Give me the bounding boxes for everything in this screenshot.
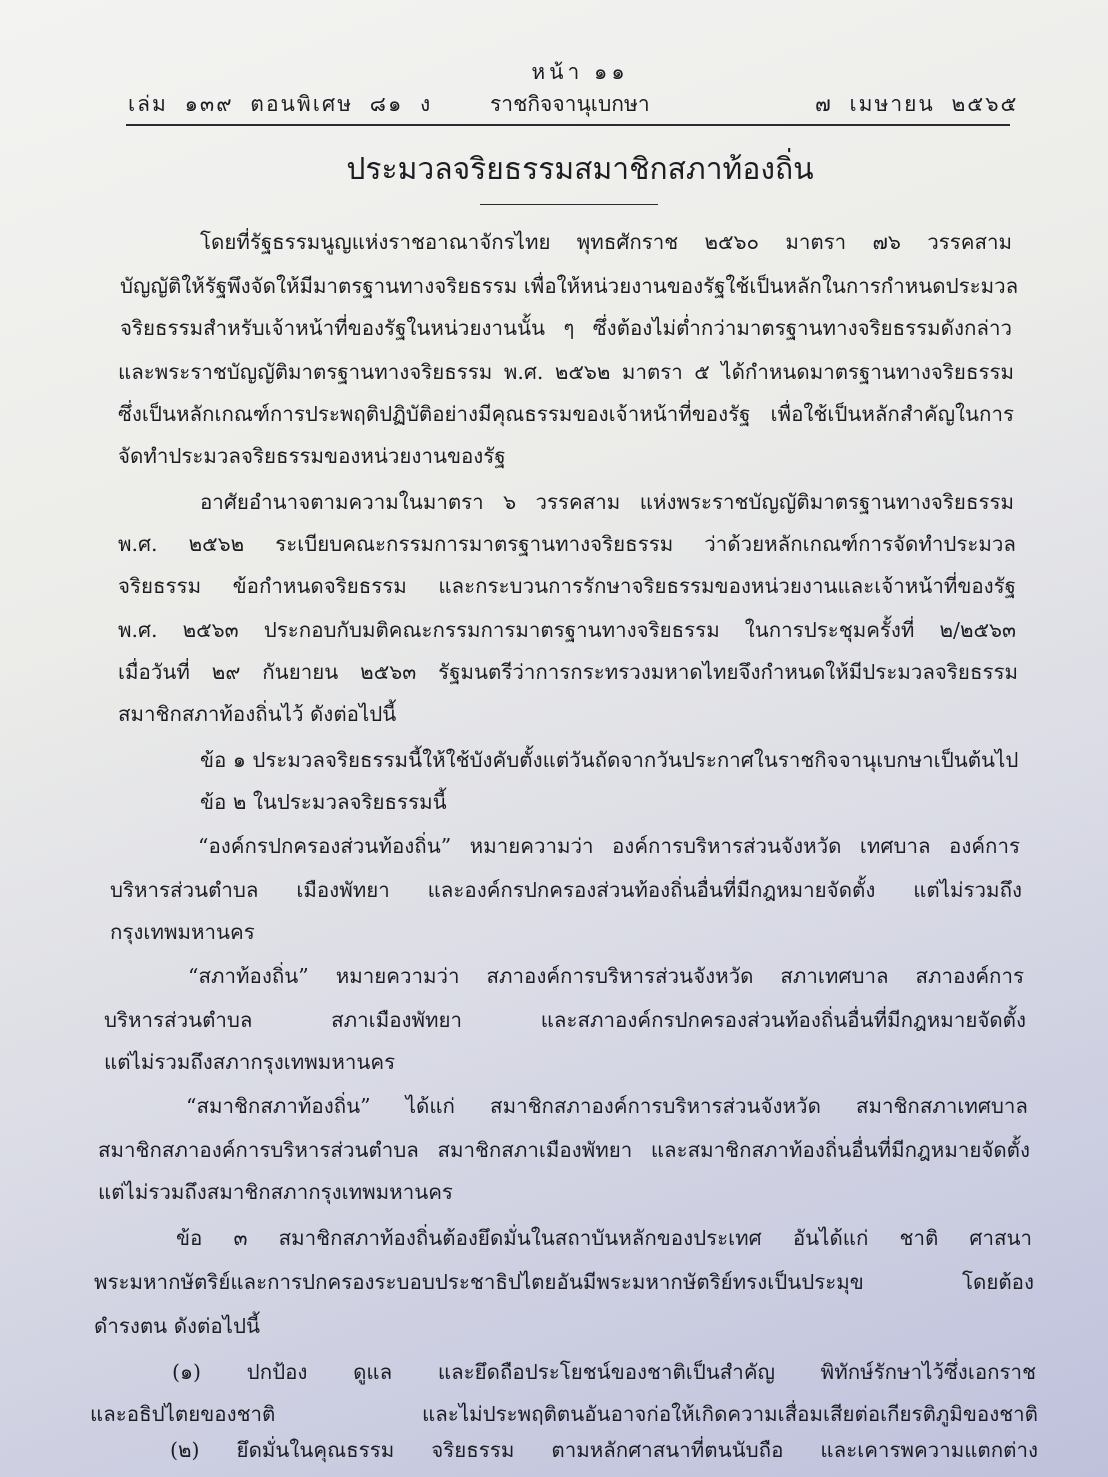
gazette-name: ราชกิจจานุเบกษา (490, 92, 650, 116)
clause-line: ข้อ ๓ สมาชิกสภาท้องถิ่นต้องยึดมั่นในสถาบันหลักของประเทศ อันได้แก่ ชาติ ศาสนา (176, 1226, 1032, 1250)
definition-line: “สมาชิกสภาท้องถิ่น” ได้แก่ สมาชิกสภาองค์การบริหารส่วนจังหวัด สมาชิกสภาเทศบาล (186, 1094, 1028, 1118)
publication-date: ๗ เมษายน ๒๕๖๕ (815, 92, 1019, 116)
body-line: สมาชิกสภาท้องถิ่นไว้ ดังต่อไปนี้ (118, 702, 397, 726)
body-line: ซึ่งเป็นหลักเกณฑ์การประพฤติปฏิบัติอย่างมีคุณธรรมของเจ้าหน้าที่ของรัฐ เพื่อใช้เป็นหลักสำคัญในการ (118, 402, 1014, 426)
body-line: จริยธรรม ข้อกำหนดจริยธรรม และกระบวนการรักษาจริยธรรมของหน่วยงานและเจ้าหน้าที่ของรัฐ (118, 574, 1016, 598)
clause-line: ดำรงตน ดังต่อไปนี้ (94, 1314, 260, 1338)
subclause-line (88, 1466, 146, 1474)
body-line: เมื่อวันที่ ๒๙ กันยายน ๒๕๖๓ รัฐมนตรีว่าการกระทรวงมหาดไทยจึงกำหนดให้มีประมวลจริยธรรม (118, 660, 1018, 684)
definition-line: บริหารส่วนตำบล เมืองพัทยา และองค์กรปกครองส่วนท้องถิ่นอื่นที่มีกฎหมายจัดตั้ง แต่ไม่รวมถึง (110, 878, 1022, 902)
clause-line: พระมหากษัตริย์และการปกครองระบอบประชาธิปไตยอันมีพระมหากษัตริย์ทรงเป็นประมุข โดยต้อง (94, 1270, 1034, 1294)
clause-line: ข้อ ๑ ประมวลจริยธรรมนี้ให้ใช้บังคับตั้งแต่วันถัดจากวันประกาศในราชกิจจานุเบกษาเป็นต้นไป (200, 748, 1019, 772)
page-number: หน้า ๑๑ (531, 60, 629, 84)
body-line: โดยที่รัฐธรรมนูญแห่งราชอาณาจักรไทย พุทธศักราช ๒๕๖๐ มาตรา ๗๖ วรรคสาม (200, 230, 1012, 254)
definition-line: กรุงเทพมหานคร (110, 920, 255, 944)
subclause-line: (๑) ปกป้อง ดูแล และยึดถือประโยชน์ของชาติเป็นสำคัญ พิทักษ์รักษาไว้ซึ่งเอกราช (172, 1360, 1036, 1384)
document-title: ประมวลจริยธรรมสมาชิกสภาท้องถิ่น (346, 152, 814, 187)
definition-line: บริหารส่วนตำบล สภาเมืองพัทยา และสภาองค์กรปกครองส่วนท้องถิ่นอื่นที่มีกฎหมายจัดตั้ง (104, 1008, 1026, 1032)
subclause-line: และอธิปไตยของชาติ และไม่ประพฤติตนอันอาจก่อให้เกิดความเสื่อมเสียต่อเกียรติภูมิของชาติ (90, 1402, 1038, 1426)
definition-line: “สภาท้องถิ่น” หมายความว่า สภาองค์การบริหารส่วนจังหวัด สภาเทศบาล สภาองค์การ (188, 964, 1024, 988)
body-line: บัญญัติให้รัฐพึงจัดให้มีมาตรฐานทางจริยธรรม เพื่อให้หน่วยงานของรัฐใช้เป็นหลักในการกำหนดประมวล (120, 274, 1019, 298)
body-line: พ.ศ. ๒๕๖๒ ระเบียบคณะกรรมการมาตรฐานทางจริยธรรม ว่าด้วยหลักเกณฑ์การจัดทำประมวล (118, 532, 1016, 556)
definition-line: แต่ไม่รวมถึงสมาชิกสภากรุงเทพมหานคร (98, 1180, 453, 1204)
definition-line: “องค์กรปกครองส่วนท้องถิ่น” หมายความว่า องค์การบริหารส่วนจังหวัด เทศบาล องค์การ (198, 834, 1020, 858)
header-divider (126, 124, 1010, 126)
volume-info: เล่ม ๑๓๙ ตอนพิเศษ ๘๑ ง (128, 92, 433, 116)
body-line: พ.ศ. ๒๕๖๓ ประกอบกับมติคณะกรรมการมาตรฐานทางจริยธรรม ในการประชุมครั้งที่ ๒/๒๕๖๓ (118, 618, 1016, 642)
subclause-line: (๒) ยึดมั่นในคุณธรรม จริยธรรม ตามหลักศาสนาที่ตนนับถือ และเคารพความแตกต่าง (170, 1438, 1038, 1462)
definition-line: สมาชิกสภาองค์การบริหารส่วนตำบล สมาชิกสภาเมืองพัทยา และสมาชิกสภาท้องถิ่นอื่นที่มีกฎหมายจัดตั้ง (98, 1138, 1030, 1162)
clause-line: ข้อ ๒ ในประมวลจริยธรรมนี้ (200, 790, 447, 814)
body-line: จัดทำประมวลจริยธรรมของหน่วยงานของรัฐ (118, 444, 506, 468)
definition-line: แต่ไม่รวมถึงสภากรุงเทพมหานคร (104, 1050, 396, 1074)
body-line: อาศัยอำนาจตามความในมาตรา ๖ วรรคสาม แห่งพระราชบัญญัติมาตรฐานทางจริยธรรม (200, 490, 1014, 514)
title-underline (480, 204, 658, 205)
body-line: และพระราชบัญญัติมาตรฐานทางจริยธรรม พ.ศ. ๒๕๖๒ มาตรา ๕ ได้กำหนดมาตรฐานทางจริยธรรม (118, 360, 1014, 384)
body-line: จริยธรรมสำหรับเจ้าหน้าที่ของรัฐในหน่วยงานนั้น ๆ ซึ่งต้องไม่ต่ำกว่ามาตรฐานทางจริยธรรมดังกล่าว (120, 316, 1012, 340)
